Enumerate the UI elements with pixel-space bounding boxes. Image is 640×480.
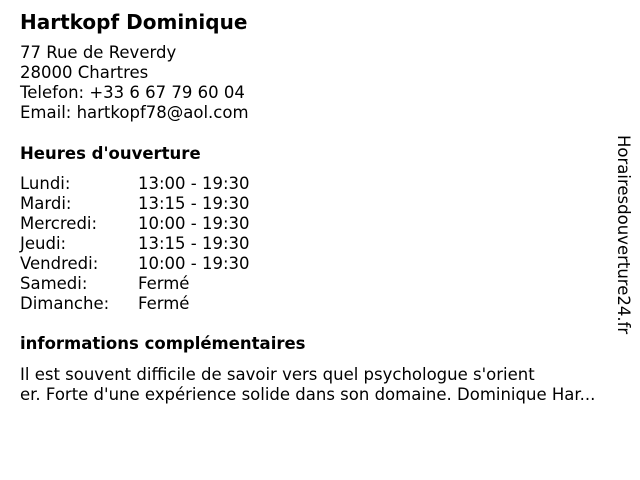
additional-info-text <box>20 365 630 405</box>
time-value: 10:00 - 19:30 <box>138 254 250 273</box>
day-label: Dimanche: <box>20 294 110 313</box>
address-street: 77 Rue de Reverdy <box>20 43 177 62</box>
time-value: 13:15 - 19:30 <box>138 234 250 253</box>
business-name: Hartkopf Dominique <box>20 10 248 34</box>
hours-row-wednesday <box>20 214 250 234</box>
email-address: Email: hartkopf78@aol.com <box>20 103 249 122</box>
additional-info-heading: informations complémentaires <box>20 334 306 353</box>
time-value: Fermé <box>138 274 190 293</box>
time-value: 13:00 - 19:30 <box>138 174 250 193</box>
day-label: Vendredi: <box>20 254 99 273</box>
hours-row-friday <box>20 254 250 274</box>
hours-row-saturday <box>20 274 250 294</box>
day-label: Jeudi: <box>20 234 67 253</box>
site-watermark <box>613 135 633 345</box>
info-line: Il est souvent difficile de savoir vers quel psychologue s'orient <box>20 365 535 384</box>
opening-hours-table <box>20 174 250 314</box>
hours-row-monday <box>20 174 250 194</box>
time-value: 13:15 - 19:30 <box>138 194 250 213</box>
day-label: Lundi: <box>20 174 71 193</box>
day-label: Mardi: <box>20 194 72 213</box>
day-label: Mercredi: <box>20 214 98 233</box>
day-label: Samedi: <box>20 274 88 293</box>
hours-row-thursday <box>20 234 250 254</box>
time-value: 10:00 - 19:30 <box>138 214 250 233</box>
watermark-text: Horairesdouverture24.fr <box>614 135 633 335</box>
phone-number: Telefon: +33 6 67 79 60 04 <box>20 83 245 102</box>
hours-row-tuesday <box>20 194 250 214</box>
address-city: 28000 Chartres <box>20 63 149 82</box>
hours-row-sunday <box>20 294 250 314</box>
time-value: Fermé <box>138 294 190 313</box>
info-line: er. Forte d'une expérience solide dans son domaine. Dominique Har... <box>20 385 596 404</box>
opening-hours-heading: Heures d'ouverture <box>20 144 201 163</box>
contact-block <box>20 43 249 123</box>
